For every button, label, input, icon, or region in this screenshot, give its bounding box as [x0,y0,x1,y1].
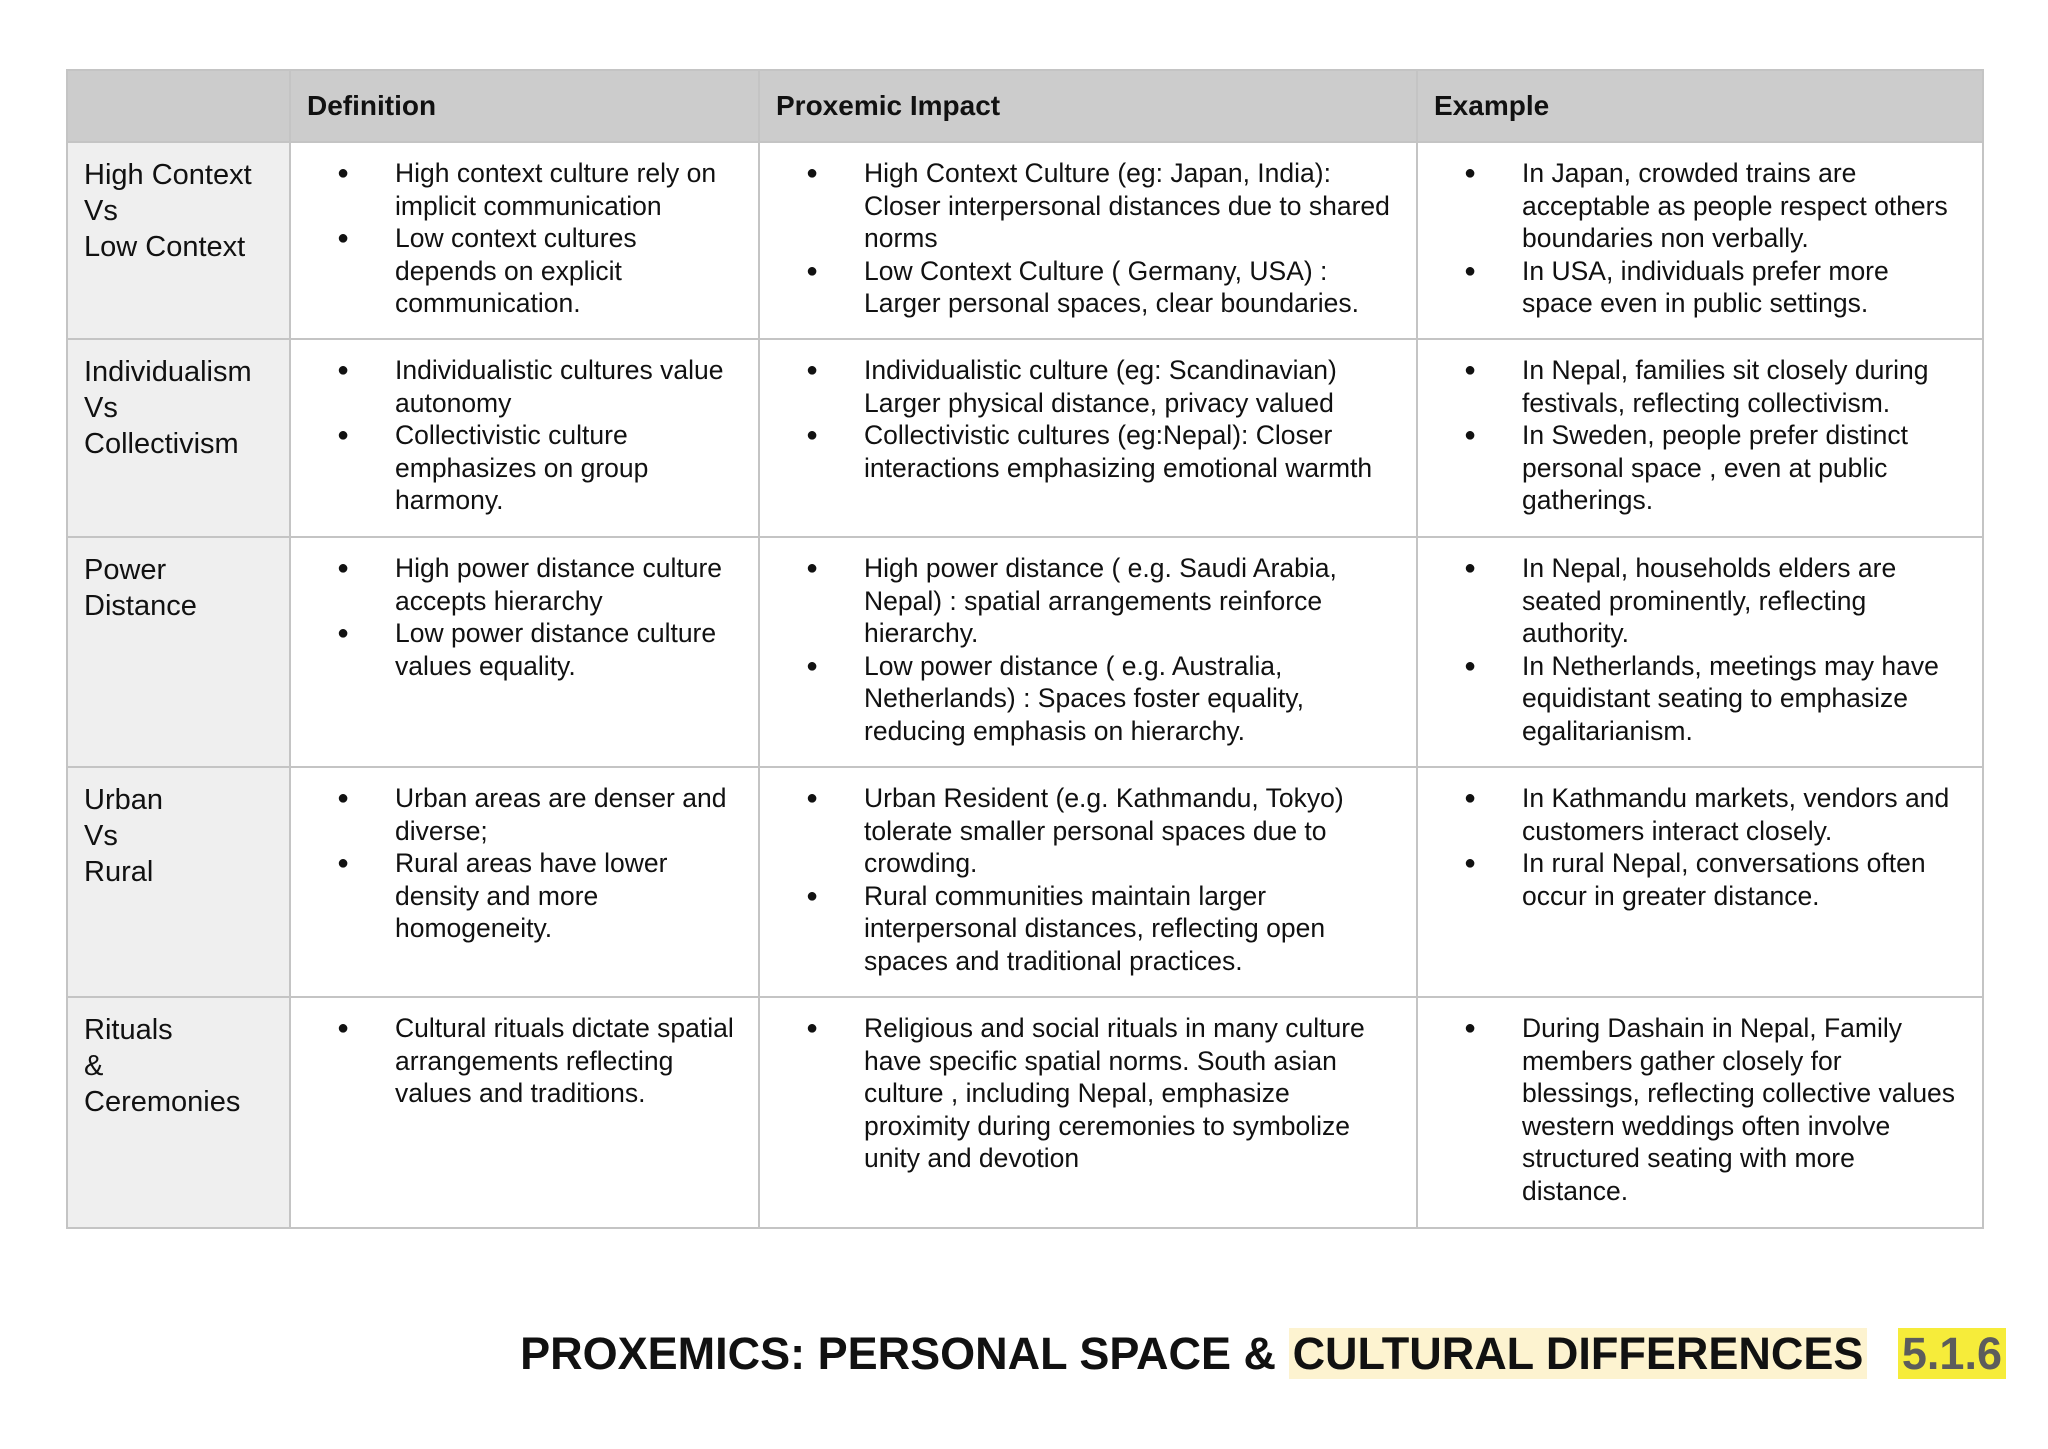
header-cell-example: Example [1417,70,1983,142]
definition-list [291,552,742,682]
list-item: ● Rural communities maintain larger interpersonal distances, reflecting open spaces and traditional practices. [760,880,1400,978]
row-heading-line: & [84,1050,104,1082]
table-row [67,997,1983,1228]
header-cell-empty [67,70,290,142]
proxemics-table-container [66,69,1982,1229]
page-title [520,1326,2006,1382]
list-item: ● Religious and social rituals in many culture have specific spatial norms. South asian culture , including Nepal, emphasize proximity during ceremonies to symbolize unity and devotion [760,1012,1400,1175]
list-item: ● In Kathmandu markets, vendors and customers interact closely. [1418,782,1966,847]
example-list [1418,157,1966,320]
impact-cell [759,339,1417,537]
example-cell [1417,537,1983,767]
list-item: ● High Context Culture (eg: Japan, India): Closer interpersonal distances due to shared norms [760,157,1400,255]
header-cell-definition: Definition [290,70,759,142]
row-heading [67,142,290,339]
impact-list [760,354,1400,484]
list-item: ● Low context cultures depends on explicit communication. [291,222,742,320]
impact-list [760,1012,1400,1175]
table-row [67,339,1983,537]
list-item: ● In rural Nepal, conversations often occur in greater distance. [1418,847,1966,912]
row-heading-line: Vs [84,820,118,852]
table-row [67,537,1983,767]
list-item: ● Cultural rituals dictate spatial arrangements reflecting values and traditions. [291,1012,742,1110]
row-heading [67,339,290,537]
row-heading-line: Power [84,554,167,586]
proxemics-table [66,69,1984,1229]
table-row [67,142,1983,339]
list-item: ● During Dashain in Nepal, Family members gather closely for blessings, reflecting collective values western weddings often involve structured seating with more distance. [1418,1012,1966,1207]
definition-cell [290,997,759,1228]
example-cell [1417,142,1983,339]
list-item: ● High power distance culture accepts hierarchy [291,552,742,617]
title-highlight: CULTURAL DIFFERENCES [1289,1328,1868,1379]
impact-cell [759,142,1417,339]
impact-list [760,782,1400,977]
row-heading [67,767,290,997]
example-list [1418,782,1966,912]
example-cell [1417,767,1983,997]
list-item: ● Low power distance ( e.g. Australia, Netherlands) : Spaces foster equality, reducing emphasis on hierarchy. [760,650,1400,748]
impact-cell [759,767,1417,997]
row-heading [67,997,290,1228]
row-heading-line: Vs [84,392,118,424]
definition-cell [290,537,759,767]
impact-cell [759,997,1417,1228]
list-item: ● In USA, individuals prefer more space even in public settings. [1418,255,1966,320]
row-heading [67,537,290,767]
list-item: ● In Nepal, families sit closely during festivals, reflecting collectivism. [1418,354,1966,419]
table-header-row [67,70,1983,142]
definition-cell [290,767,759,997]
list-item: ● Urban Resident (e.g. Kathmandu, Tokyo) tolerate smaller personal spaces due to crowding. [760,782,1400,880]
definition-list [291,157,742,320]
example-list [1418,354,1966,517]
impact-list [760,552,1400,747]
list-item: ● High power distance ( e.g. Saudi Arabia, Nepal) : spatial arrangements reinforce hierarchy. [760,552,1400,650]
header-cell-proxemic-impact: Proxemic Impact [759,70,1417,142]
impact-cell [759,537,1417,767]
list-item: ● Collectivistic cultures (eg:Nepal): Closer interactions emphasizing emotional warmth [760,419,1400,484]
row-heading-line: Vs [84,195,118,227]
row-heading-line: Rituals [84,1014,173,1046]
list-item: ● Individualistic cultures value autonomy [291,354,742,419]
list-item: ● Low power distance culture values equality. [291,617,742,682]
table-row [67,767,1983,997]
list-item: ● Individualistic culture (eg: Scandinavian) Larger physical distance, privacy valued [760,354,1400,419]
example-list [1418,552,1966,747]
list-item: ● In Netherlands, meetings may have equidistant seating to emphasize egalitarianism. [1418,650,1966,748]
list-item: ● Collectivistic culture emphasizes on group harmony. [291,419,742,517]
title-main: PROXEMICS: PERSONAL SPACE & [520,1328,1277,1379]
row-heading-line: High Context [84,159,252,191]
list-item: ● Low Context Culture ( Germany, USA) : Larger personal spaces, clear boundaries. [760,255,1400,320]
impact-list [760,157,1400,320]
definition-cell [290,142,759,339]
list-item: ● In Sweden, people prefer distinct personal space , even at public gatherings. [1418,419,1966,517]
row-heading-line: Collectivism [84,428,239,460]
example-cell [1417,339,1983,537]
example-list [1418,1012,1966,1207]
list-item: ● In Nepal, households elders are seated prominently, reflecting authority. [1418,552,1966,650]
example-cell [1417,997,1983,1228]
row-heading-line: Individualism [84,356,252,388]
row-heading-line: Urban [84,784,163,816]
list-item: ● In Japan, crowded trains are acceptable as people respect others boundaries non verbally. [1418,157,1966,255]
row-heading-line: Ceremonies [84,1086,241,1118]
list-item: ● Rural areas have lower density and more homogeneity. [291,847,742,945]
definition-cell [290,339,759,537]
list-item: ● High context culture rely on implicit communication [291,157,742,222]
row-heading-line: Low Context [84,231,246,263]
definition-list [291,354,742,517]
section-number-badge: 5.1.6 [1898,1328,2006,1379]
definition-list [291,782,742,945]
row-heading-line: Rural [84,856,154,888]
row-heading-line: Distance [84,590,197,622]
list-item: ● Urban areas are denser and diverse; [291,782,742,847]
definition-list [291,1012,742,1110]
